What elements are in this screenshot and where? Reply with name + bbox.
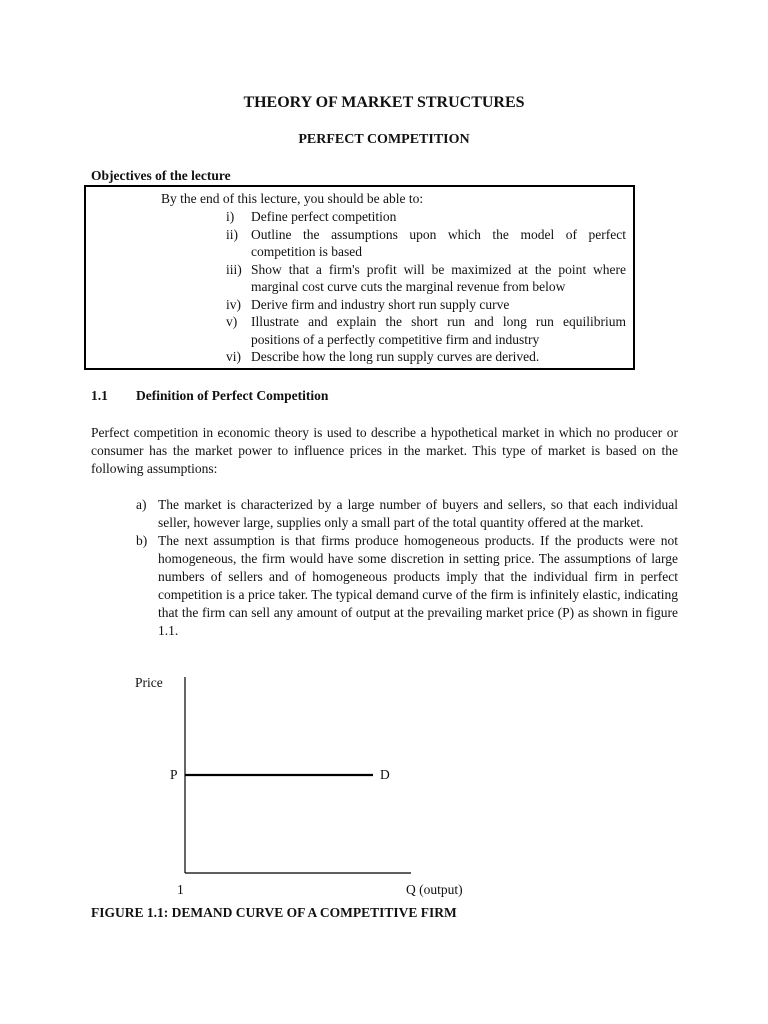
assumption-text: The next assumption is that firms produce homogeneous products. If the products were not homogeneous, the firm would have some discretion in setting price. The assumptions of large numbers of sellers and of homogeneous products imply that the individual firm in perfect competition is a price taker. The typical demand curve of the firm is infinitely elastic, indicating that the firm can sell any amount of output at the prevailing market price (P) as shown in figure 1.1. (158, 533, 678, 638)
document-subtitle: PERFECT COMPETITION (298, 132, 470, 147)
objective-number: iv) (226, 296, 241, 312)
objectives-list (226, 208, 626, 366)
x-axis-label: Q (output) (406, 882, 463, 897)
objective-number: i) (226, 209, 235, 224)
objective-item (226, 208, 626, 226)
demand-curve-label: D (380, 767, 390, 782)
origin-label: 1 (177, 882, 184, 897)
objectives-heading: Objectives of the lecture (91, 168, 231, 183)
objective-number: iii) (226, 261, 242, 277)
objective-text: Define perfect competition (251, 209, 397, 224)
objective-text: Describe how the long run supply curves are derived. (251, 349, 540, 364)
y-axis-label: Price (135, 675, 163, 690)
objective-number: ii) (226, 226, 238, 242)
objectives-intro: By the end of this lecture, you should be able to: (161, 191, 424, 206)
assumption-item (136, 496, 678, 532)
document-title: THEORY OF MARKET STRUCTURES (243, 94, 525, 111)
price-label: P (170, 767, 178, 782)
section-number: 1.1 (91, 388, 108, 403)
definition-paragraph: Perfect competition in economic theory is used to describe a hypothetical market in which no producer or consumer has the market power to influence prices in the market. This type of market is based on the following assumptions: (91, 425, 678, 476)
objective-item (226, 348, 626, 366)
objective-item (226, 226, 626, 261)
assumption-item (136, 532, 678, 640)
objective-item (226, 296, 626, 314)
figure-caption: FIGURE 1.1: DEMAND CURVE OF A COMPETITIVE FIRM (91, 905, 457, 920)
objective-number: v) (226, 314, 238, 329)
objectives-box (84, 185, 635, 370)
objective-text: Outline the assumptions upon which the model of perfect competition is based (251, 226, 626, 259)
section-title: Definition of Perfect Competition (136, 388, 329, 403)
objective-text: Show that a firm's profit will be maximized at the point where marginal cost curve cuts the marginal revenue from below (251, 261, 626, 294)
objective-item (226, 313, 626, 348)
objective-text: Derive firm and industry short run supply curve (251, 296, 510, 312)
assumptions-list (136, 496, 678, 640)
objective-number: vi) (226, 349, 241, 364)
assumption-text: The market is characterized by a large number of buyers and sellers, so that each individual seller, however large, supplies only a small part of the total quantity offered at the market. (158, 497, 678, 530)
objective-text: Illustrate and explain the short run and long run equilibrium positions of a perfectly competitive firm and industry (251, 314, 626, 347)
objective-item (226, 261, 626, 296)
assumption-letter: b) (136, 533, 148, 548)
section-heading (91, 388, 328, 404)
assumption-letter: a) (136, 497, 147, 512)
